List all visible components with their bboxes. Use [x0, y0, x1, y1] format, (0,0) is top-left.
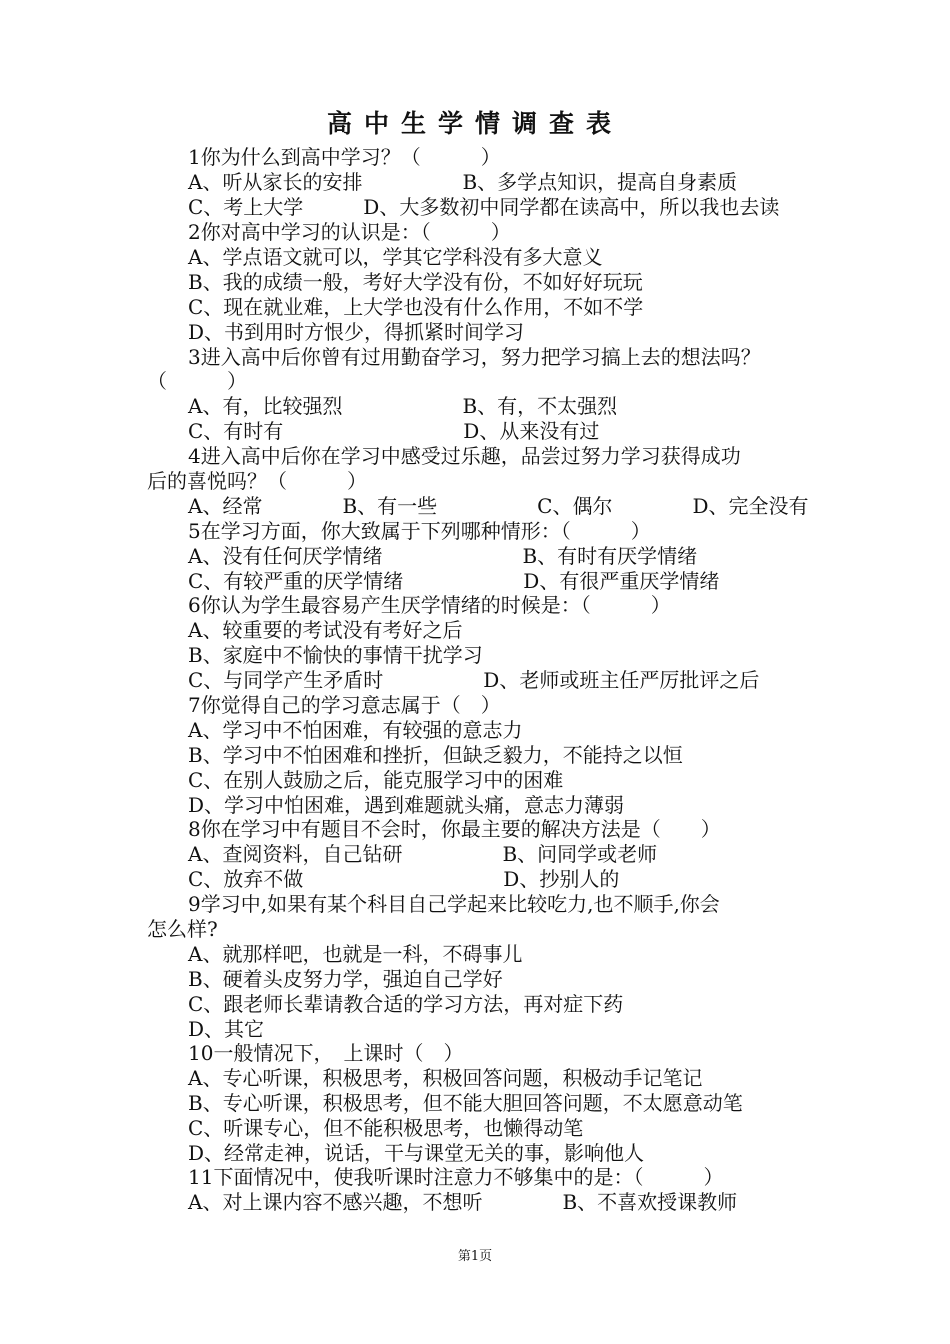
option-line: A、学点语文就可以，学其它学科没有多大意义: [188, 245, 603, 269]
question-line: 2你对高中学习的认识是：（ ）: [188, 220, 511, 244]
question-line: 1你为什么到高中学习？（ ）: [188, 145, 501, 169]
option-line: A、对上课内容不感兴趣，不想听 B、不喜欢授课教师: [188, 1190, 738, 1214]
option-line: B、家庭中不愉快的事情干扰学习: [188, 643, 483, 667]
option-line: B、硬着头皮努力学，强迫自己学好: [188, 967, 503, 991]
option-line: C、现在就业难，上大学也没有什么作用，不如不学: [188, 295, 644, 319]
option-line: B、学习中不怕困难和挫折，但缺乏毅力，不能持之以恒: [188, 743, 683, 767]
option-line: D、其它: [188, 1017, 265, 1041]
option-line: C、放弃不做 D、抄别人的: [188, 867, 620, 891]
option-line: C、听课专心，但不能积极思考，也懒得动笔: [188, 1116, 584, 1140]
question-line: 6你认为学生最容易产生厌学情绪的时候是：（ ）: [188, 593, 671, 617]
option-line: A、查阅资料，自己钻研 B、问同学或老师: [188, 842, 658, 866]
question-line: 8你在学习中有题目不会时，你最主要的解决方法是（ ）: [188, 817, 721, 841]
option-line: B、我的成绩一般，考好大学没有份，不如好好玩玩: [188, 270, 643, 294]
question-line: 3进入高中后你曾有过用勤奋学习，努力把学习搞上去的想法吗？: [188, 345, 761, 369]
option-line: C、有较严重的厌学情绪 D、有很严重厌学情绪: [188, 569, 720, 593]
page-title: 高中生学情调查表: [326, 109, 623, 138]
option-line: A、就那样吧，也就是一科，不碍事儿: [188, 942, 523, 966]
question-line: 10一般情况下， 上课时（ ）: [188, 1041, 464, 1065]
option-line: C、考上大学 D、大多数初中同学都在读高中，所以我也去读: [188, 195, 780, 219]
option-line: A、听从家长的安排 B、多学点知识，提高自身素质: [188, 170, 738, 194]
option-line: A、专心听课，积极思考，积极回答问题，积极动手记笔记: [188, 1066, 703, 1090]
option-line: C、有时有 D、从来没有过: [188, 419, 600, 443]
option-line: B、专心听课，积极思考，但不能大胆回答问题，不太愿意动笔: [188, 1091, 743, 1115]
question-line: 11下面情况中，使我听课时注意力不够集中的是：（ ）: [188, 1165, 724, 1189]
question-line: 4进入高中后你在学习中感受过乐趣，品尝过努力学习获得成功: [188, 444, 741, 468]
option-line: C、与同学产生矛盾时 D、老师或班主任严厉批评之后: [188, 668, 760, 692]
question-continuation-line: 怎么样?: [147, 917, 218, 941]
option-line: A、经常 B、有一些 C、偶尔 D、完全没有: [188, 494, 809, 518]
question-line: 7你觉得自己的学习意志属于（ ）: [188, 693, 501, 717]
option-line: D、经常走神，说话，干与课堂无关的事，影响他人: [188, 1141, 645, 1165]
option-line: C、跟老师长辈请教合适的学习方法，再对症下药: [188, 992, 624, 1016]
option-line: C、在别人鼓励之后，能克服学习中的困难: [188, 768, 564, 792]
option-line: A、没有任何厌学情绪 B、有时有厌学情绪: [188, 544, 698, 568]
page-number: 第1页: [457, 1249, 493, 1264]
question-line: 9学习中,如果有某个科目自己学起来比较吃力,也不顺手,你会: [188, 892, 720, 916]
question-line: 5在学习方面，你大致属于下列哪种情形：（ ）: [188, 519, 651, 543]
question-continuation-line: （ ）: [147, 369, 247, 393]
question-continuation-line: 后的喜悦吗？（ ）: [147, 469, 367, 493]
option-line: A、有，比较强烈 B、有，不太强烈: [188, 394, 618, 418]
option-line: D、书到用时方恨少，得抓紧时间学习: [188, 320, 525, 344]
option-line: A、较重要的考试没有考好之后: [188, 618, 463, 642]
option-line: A、学习中不怕困难，有较强的意志力: [188, 718, 523, 742]
option-line: D、学习中怕困难，遇到难题就头痛，意志力薄弱: [188, 793, 625, 817]
